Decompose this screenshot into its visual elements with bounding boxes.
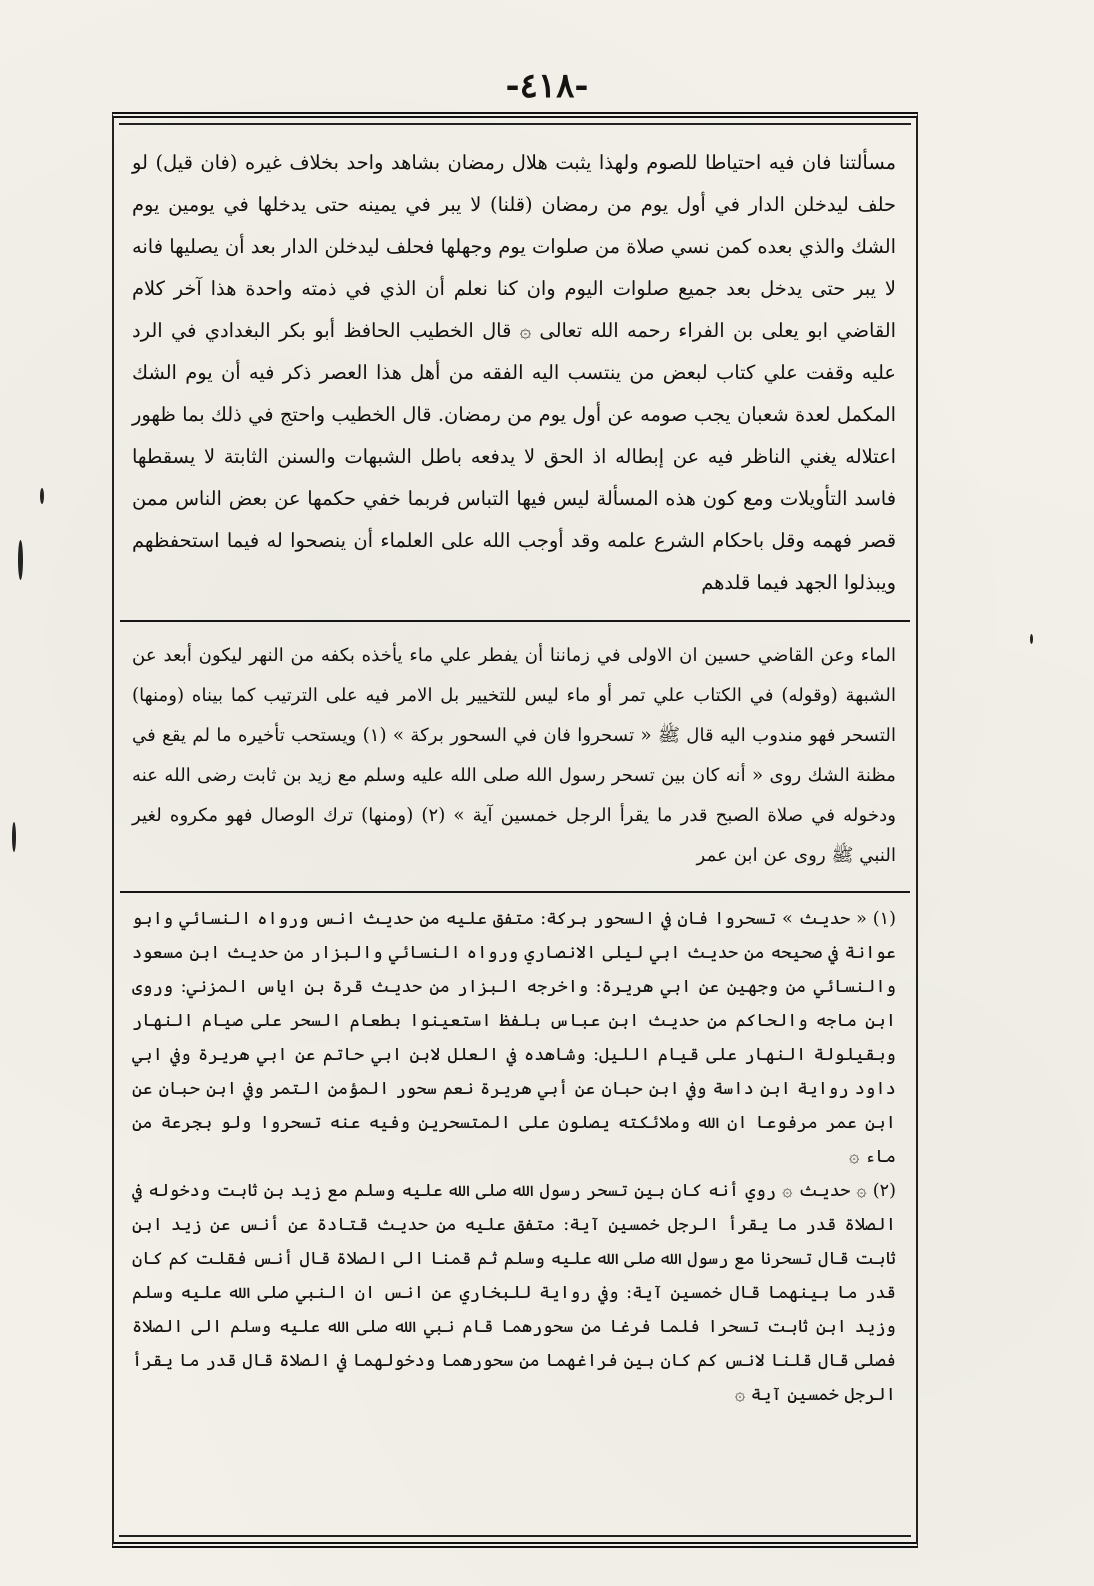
footnote-1: (١) « حديث » تسحروا فان في السحور بركة: متفق عليه من حديث انس ورواه النسائي وابو عوانة في صحيحه من حديث ابي ليلى الانصاري ورواه النسائي والبزار من حديث ابن مسعود والنسائي من وجهين عن ابي هريرة: واخرجه البزار من حديث قرة بن اياس المزني: وروى ابن ماجه والحاكم من حديث ابن عباس بلفظ استعينوا بطعام السحر على صيام النهار وبقيلولة النهار على قيام الليل: وشاهده في العلل لابن ابي حاتم عن ابي هريرة وفي ابي داود رواية ابن داسة وفي ابن حبان عن أبي هريرة نعم سحور المؤمن التمر وفي ابن حبان عن ابن عمر مرفوعا ان الله وملائكته يصلون على المتسحرين وفيه عنه تسحروا ولو بجرعة من ماء ۞ bbox=[132, 909, 896, 1167]
section-divider-top bbox=[120, 620, 910, 622]
margin-speck bbox=[1030, 634, 1033, 644]
footnote-divider bbox=[120, 891, 910, 893]
footnotes-block bbox=[132, 902, 896, 1412]
margin-speck bbox=[40, 488, 44, 504]
page-number: -٤١٨- bbox=[505, 66, 589, 106]
margin-speck bbox=[18, 540, 23, 580]
main-text-block: مسألتنا فان فيه احتياطا للصوم ولهذا يثبت هلال رمضان بشاهد واحد بخلاف غيره (فان قيل) لو حلف ليدخلن الدار في أول يوم من رمضان (قلنا) لا يبر في يمينه حتى يدخلها في يومين يوم الشك والذي بعده كمن نسي صلاة من صلوات يوم وجهلها فحلف ليدخلن الدار بعد أن يصليها فانه لا يبر حتى يدخل بعد جميع صلوات اليوم وان كنا نعلم أن الذي في ذمته واحدة هذا آخر كلام القاضي ابو يعلى بن الفراء رحمه الله تعالى ۞ قال الخطيب الحافظ أبو بكر البغدادي في الرد عليه وقفت علي كتاب لبعض من ينتسب اليه الفقه من أهل هذا العصر ذكر فيه أن يوم الشك المكمل لعدة شعبان يجب صومه عن أول يوم من رمضان. قال الخطيب واحتج في ذلك بما ظهور اعتلاله يغني الناظر فيه عن إبطاله اذ الحق لا يدفعه باطل الشبهات والسنن الثابتة لا يسقطها فاسد التأويلات ومع كون هذه المسألة ليس فيها التباس فربما خفي حكمها عن بعض الناس ممن قصر فهمه وقل باحكام الشرع علمه وقد أوجب الله على العلماء أن ينصحوا له فيما استحفظهم ويبذلوا الجهد فيما قلدهم bbox=[132, 151, 896, 594]
margin-speck bbox=[12, 822, 16, 852]
footnote-2: (٢) ۞ حديث ۞ روي أنه كان بين تسحر رسول الله صلى الله عليه وسلم مع زيد بن ثابت ودخوله في الصلاة قدر ما يقرأ الرجل خمسين آية: متفق عليه من حديث قتادة عن أنس عن زيد ابن ثابت قال تسحرنا مع رسول الله صلى الله عليه وسلم ثم قمنا الى الصلاة قال أنس فقلت كم كان قدر ما بينهما قال خمسين آية: وفي رواية للبخاري عن انس ان النبي صلى الله عليه وسلم وزيد ابن ثابت تسحرا فلما فرغا من سحورهما قام نبي الله صلى الله عليه وسلم الى الصلاة فصلى قال قلنا لانس كم كان بين فراغهما من سحورهما ودخولهما في الصلاة قال قدر ما يقرأ الرجل خمسين آية ۞ bbox=[132, 1181, 896, 1405]
commentary-text-block: الماء وعن القاضي حسين ان الاولى في زماننا أن يفطر علي ماء يأخذه بكفه من النهر ليكون أبعد عن الشبهة (وقوله) في الكتاب علي تمر أو ماء ليس للتخيير بل الامر فيه على الترتيب كما بيناه (ومنها) التسحر فهو مندوب اليه قال ﷺ « تسحروا فان في السحور بركة » (١) ويستحب تأخيره ما لم يقع في مظنة الشك روى « أنه كان بين تسحر رسول الله صلى الله عليه وسلم مع زيد بن ثابت رضى الله عنه ودخوله في صلاة الصبح قدر ما يقرأ الرجل خمسين آية » (٢) (ومنها) ترك الوصال فهو مكروه لغير النبي ﷺ روى عن ابن عمر bbox=[132, 645, 896, 866]
page-frame bbox=[112, 112, 918, 1548]
